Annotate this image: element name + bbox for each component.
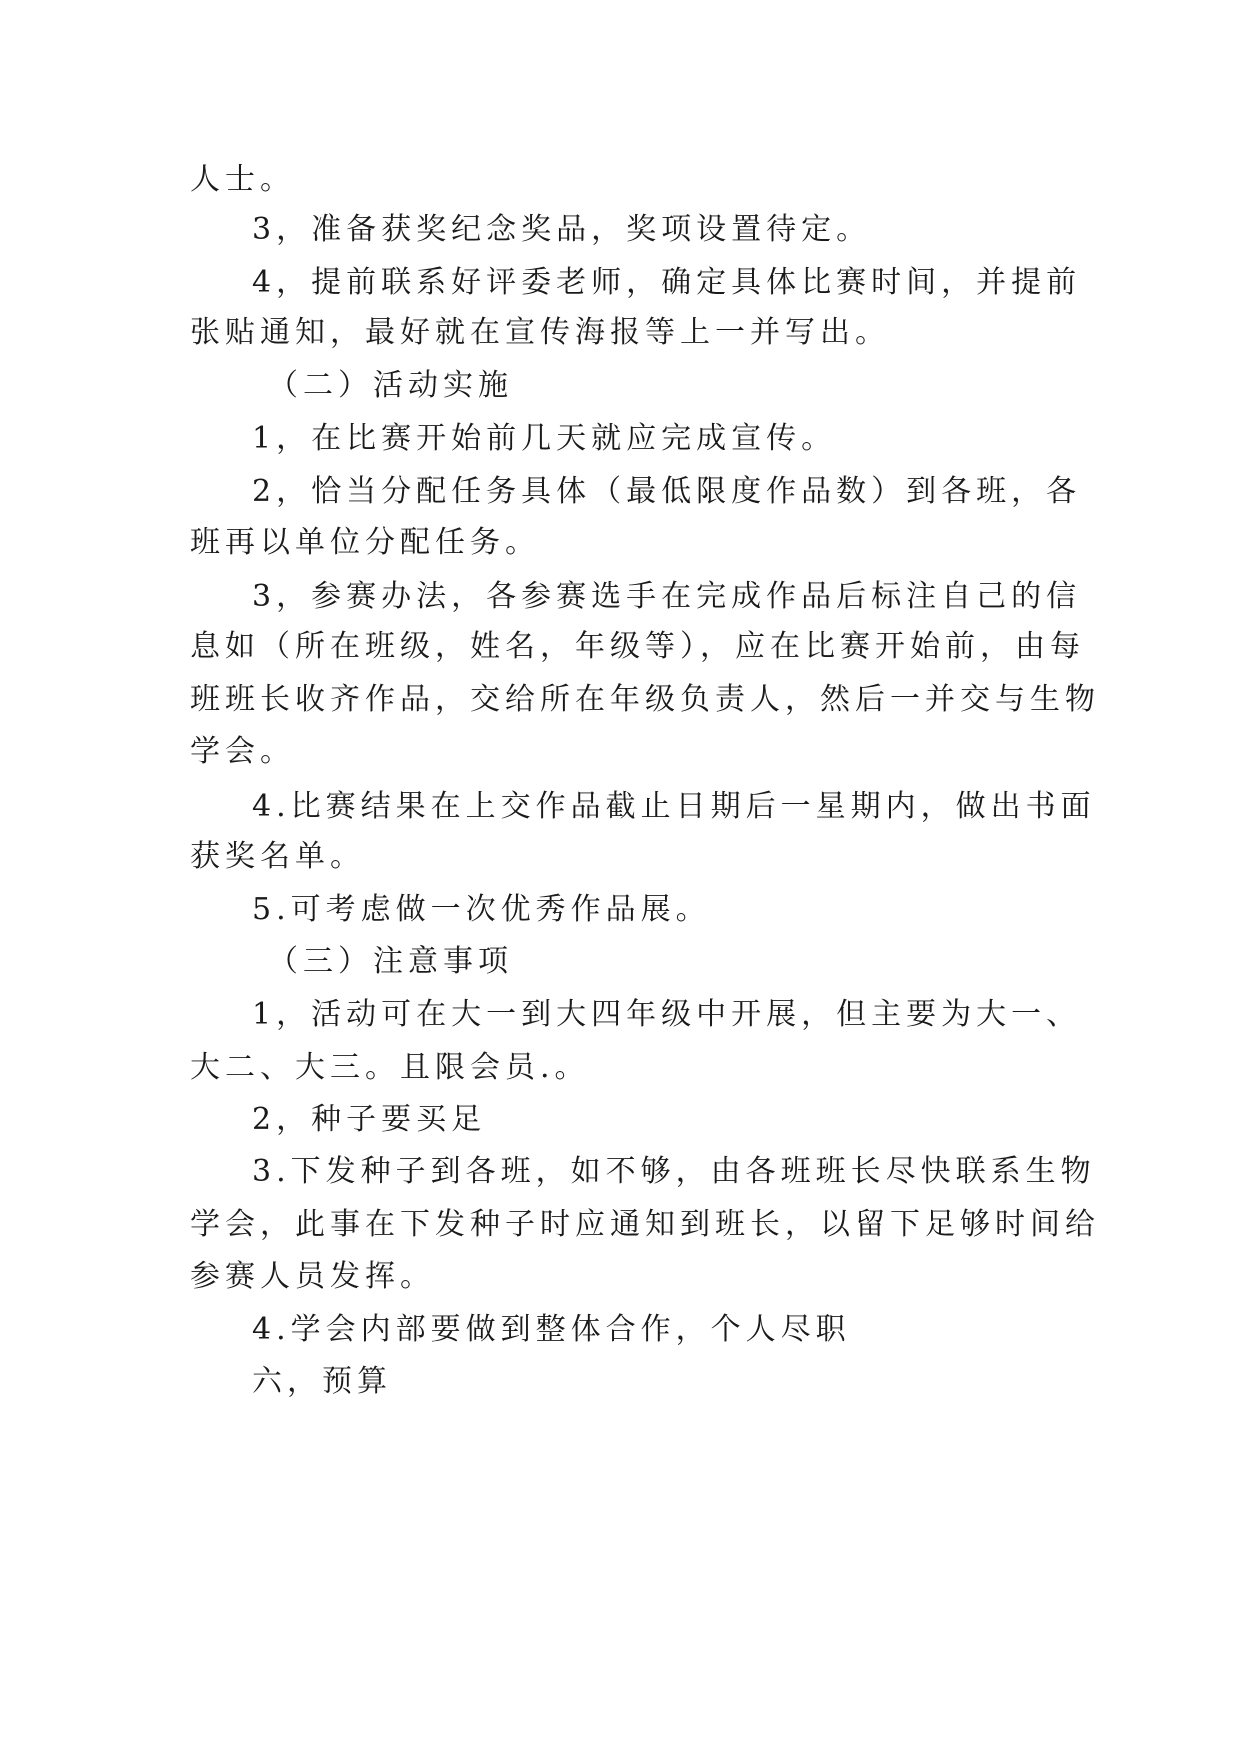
text-line: 3.下发种子到各班，如不够，由各班班长尽快联系生物 [252,1154,1096,1189]
text-line: 4，提前联系好评委老师，确定具体比赛时间，并提前 [252,265,1082,300]
section-heading: 六，预算 [252,1364,392,1399]
text-line: 2，恰当分配任务具体（最低限度作品数）到各班，各 [252,474,1082,509]
text-line: 4.学会内部要做到整体合作，个人尽职 [252,1312,851,1347]
text-line: 4.比赛结果在上交作品截止日期后一星期内，做出书面 [252,789,1096,824]
text-line: 获奖名单。 [190,839,365,874]
text-line: 学会，此事在下发种子时应通知到班长，以留下足够时间给 [190,1207,1100,1242]
text-line: 张贴通知，最好就在宣传海报等上一并写出。 [190,315,890,350]
section-heading: （三）注意事项 [268,944,513,979]
text-line: 2，种子要买足 [252,1102,487,1137]
text-line: 班再以单位分配任务。 [190,525,540,560]
text-line: 3，参赛办法，各参赛选手在完成作品后标注自己的信 [252,579,1082,614]
text-line: 大二、大三。且限会员.。 [190,1050,590,1085]
text-line: 5.可考虑做一次优秀作品展。 [252,892,711,927]
text-line: 学会。 [190,734,295,769]
text-line: 参赛人员发挥。 [190,1259,435,1294]
text-line: 人士。 [190,162,295,197]
text-line: 息如（所在班级，姓名，年级等），应在比赛开始前，由每 [190,629,1085,664]
section-heading: （二）活动实施 [268,368,513,403]
text-line: 3，准备获奖纪念奖品，奖项设置待定。 [252,212,872,247]
text-line: 1，活动可在大一到大四年级中开展，但主要为大一、 [252,997,1082,1032]
text-line: 1，在比赛开始前几天就应完成宣传。 [252,421,837,456]
text-line: 班班长收齐作品，交给所在年级负责人，然后一并交与生物 [190,682,1100,717]
